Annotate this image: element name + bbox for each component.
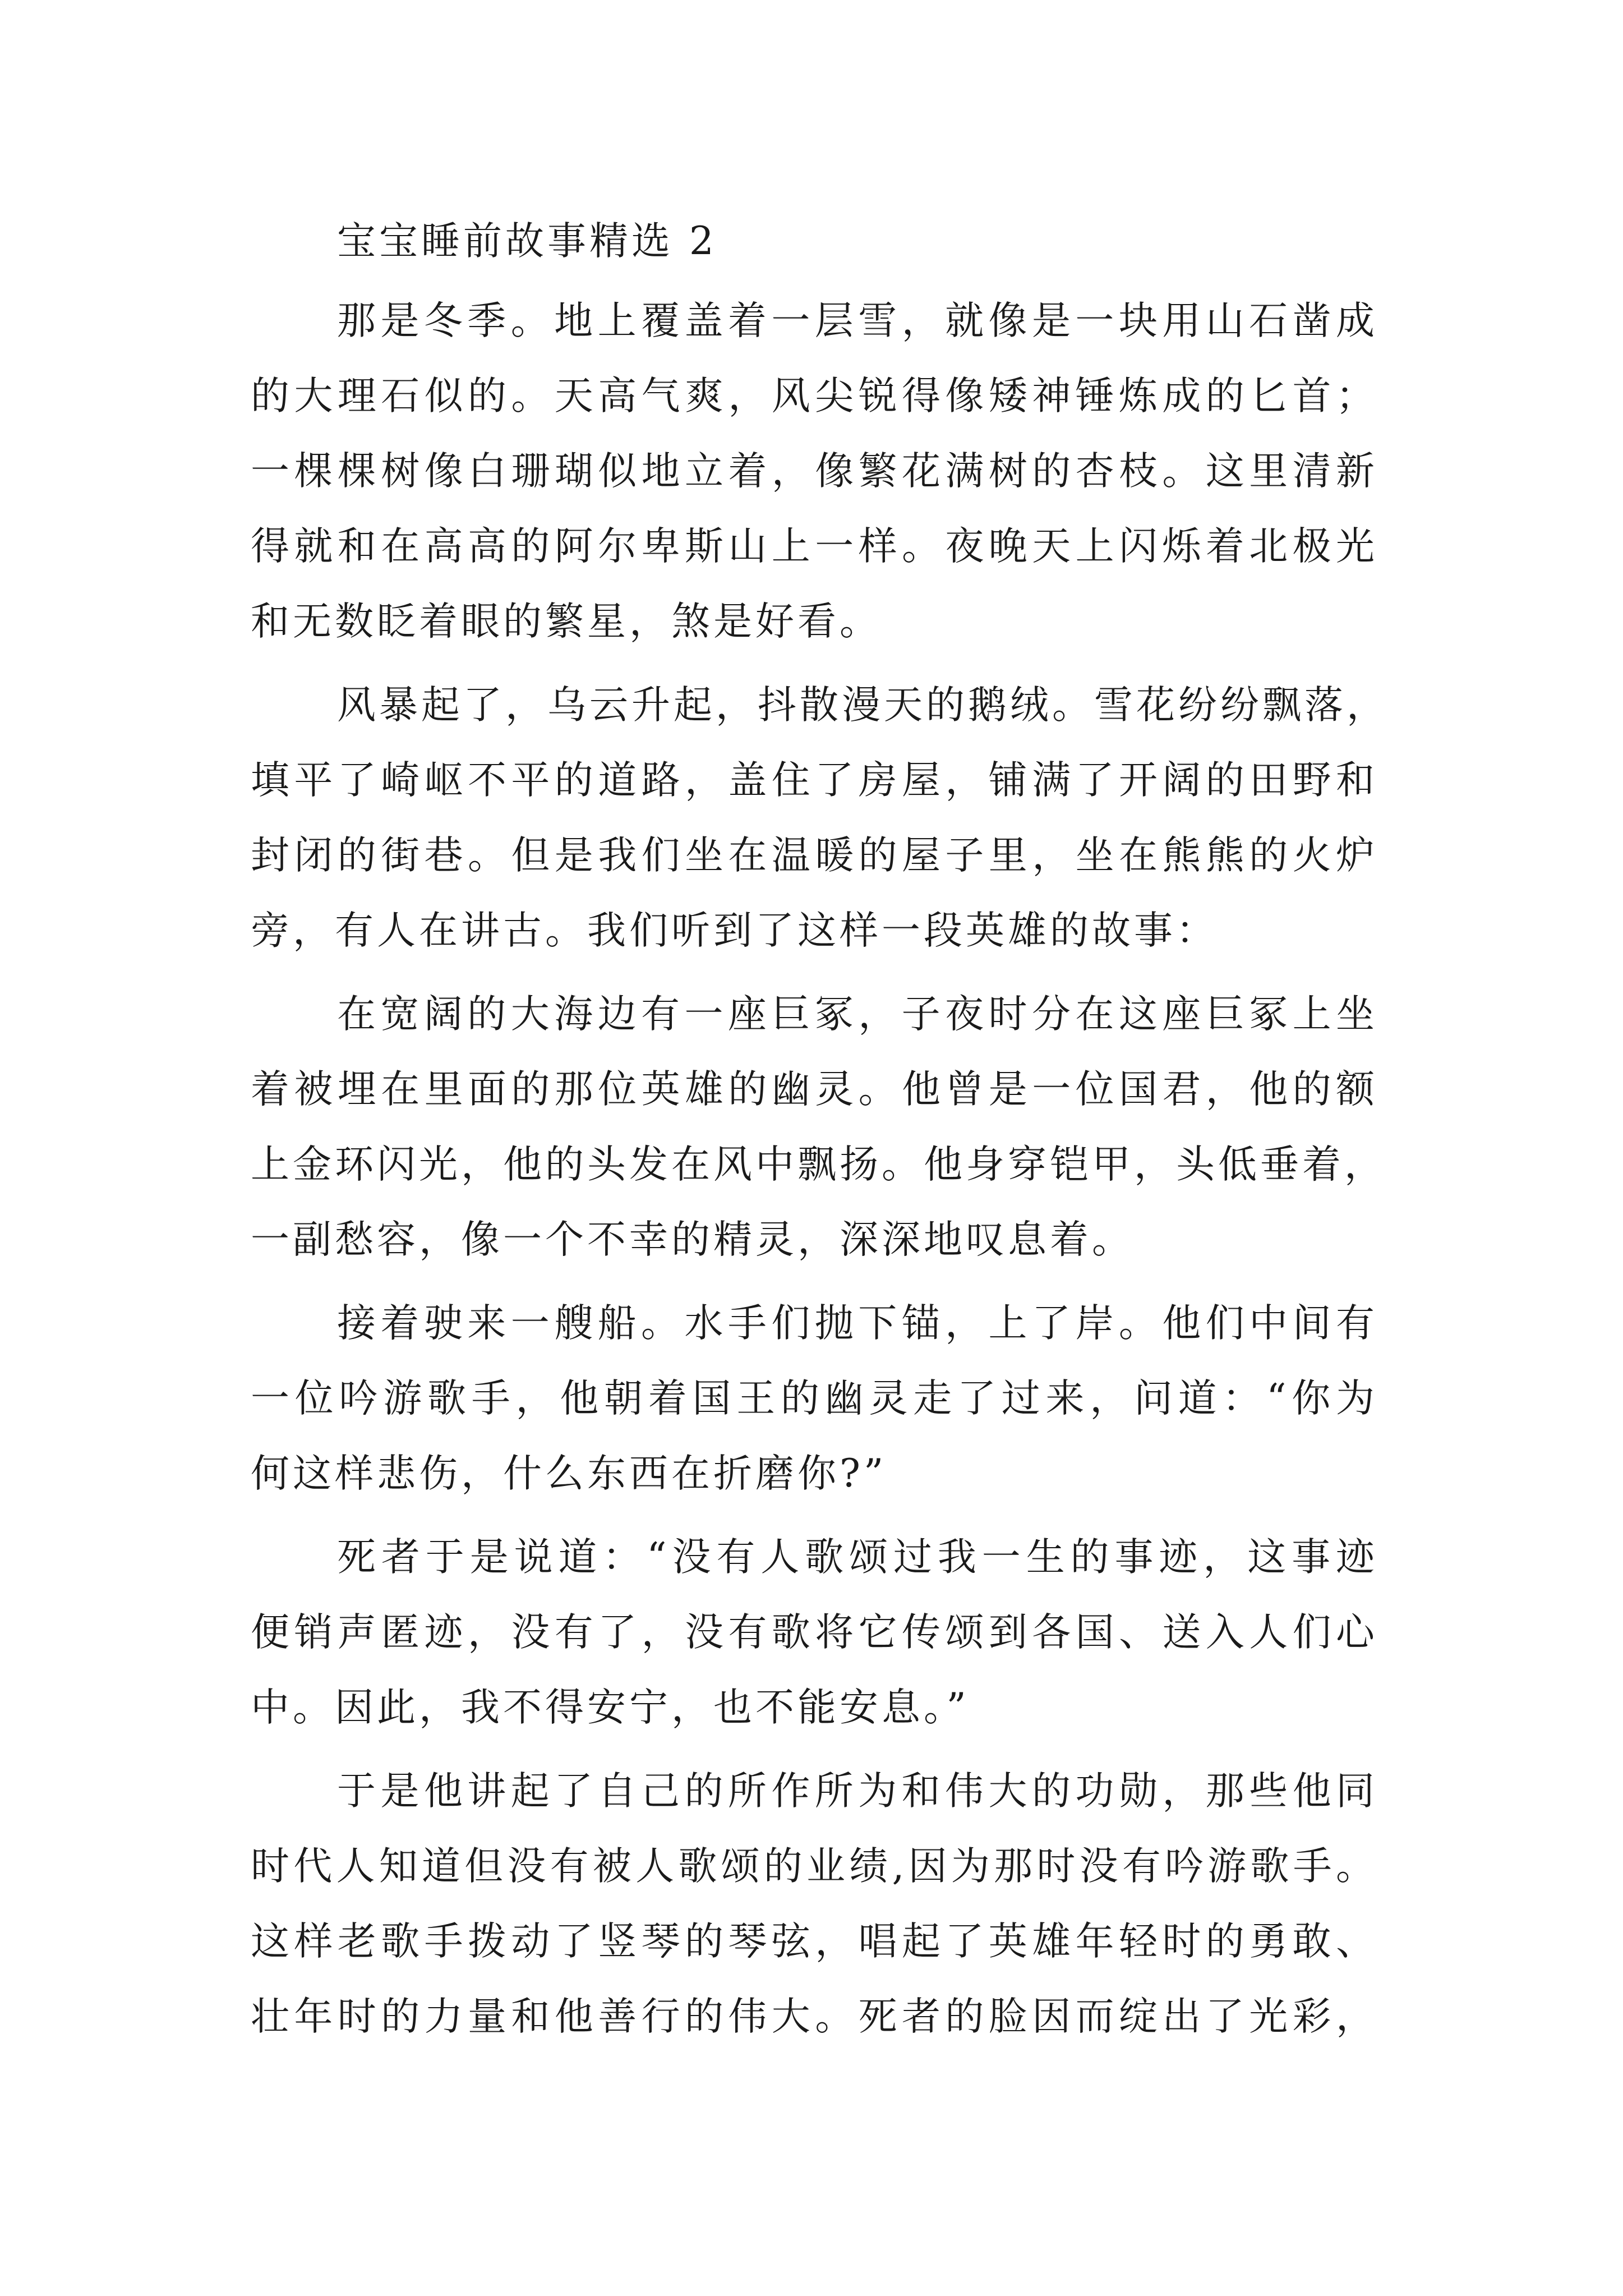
paragraph-6-line-4: 壮年时的力量和他善行的伟大。死者的脸因而绽出了光彩， bbox=[251, 1994, 1378, 2039]
paragraph-1-line-1: 那是冬季。地上覆盖着一层雪，就像是一块用山石凿成 bbox=[337, 298, 1378, 343]
paragraph-1-line-3: 一棵棵树像白珊瑚似地立着，像繁花满树的杏枝。这里清新 bbox=[251, 449, 1378, 494]
paragraph-1-line-2: 的大理石似的。天高气爽，风尖锐得像矮神锤炼成的匕首； bbox=[251, 374, 1378, 418]
paragraph-4-line-1: 接着驶来一艘船。水手们抛下锚，上了岸。他们中间有 bbox=[337, 1301, 1378, 1346]
paragraph-4-line-3: 何这样悲伤，什么东西在折磨你?” bbox=[251, 1451, 887, 1496]
paragraph-3-line-4: 一副愁容，像一个不幸的精灵，深深地叹息着。 bbox=[251, 1217, 1134, 1262]
paragraph-6-line-2: 时代人知道但没有被人歌颂的业绩,因为那时没有吟游歌手。 bbox=[251, 1844, 1378, 1889]
paragraph-2-line-3: 封闭的街巷。但是我们坐在温暖的屋子里，坐在熊熊的火炉 bbox=[251, 833, 1378, 878]
paragraph-4-line-2: 一位吟游歌手，他朝着国王的幽灵走了过来，问道：“你为 bbox=[251, 1376, 1378, 1421]
paragraph-3-line-3: 上金环闪光，他的头发在风中飘扬。他身穿铠甲，头低垂着， bbox=[251, 1142, 1386, 1187]
paragraph-5-line-1: 死者于是说道：“没有人歌颂过我一生的事迹，这事迹 bbox=[337, 1535, 1378, 1580]
paragraph-5-line-2: 便销声匿迹，没有了，没有歌将它传颂到各国、送入人们心 bbox=[251, 1610, 1378, 1655]
paragraph-1-line-4: 得就和在高高的阿尔卑斯山上一样。夜晚天上闪烁着北极光 bbox=[251, 524, 1378, 569]
paragraph-1-line-5: 和无数眨着眼的繁星，煞是好看。 bbox=[251, 599, 882, 644]
paragraph-6-line-1: 于是他讲起了自己的所作所为和伟大的功勋，那些他同 bbox=[337, 1769, 1378, 1814]
paragraph-2-line-4: 旁，有人在讲古。我们听到了这样一段英雄的故事： bbox=[251, 908, 1218, 953]
paragraph-6-line-3: 这样老歌手拨动了竖琴的琴弦，唱起了英雄年轻时的勇敢、 bbox=[251, 1919, 1378, 1964]
paragraph-2-line-1: 风暴起了，乌云升起，抖散漫天的鹅绒。雪花纷纷飘落， bbox=[337, 683, 1389, 728]
document-title: 宝宝睡前故事精选 2 bbox=[337, 219, 717, 264]
paragraph-5-line-3: 中。因此，我不得安宁，也不能安息。” bbox=[251, 1685, 970, 1730]
paragraph-3-line-1: 在宽阔的大海边有一座巨冢，子夜时分在这座巨冢上坐 bbox=[337, 992, 1378, 1037]
paragraph-2-line-2: 填平了崎岖不平的道路，盖住了房屋，铺满了开阔的田野和 bbox=[251, 758, 1378, 803]
paragraph-3-line-2: 着被埋在里面的那位英雄的幽灵。他曾是一位国君，他的额 bbox=[251, 1067, 1378, 1112]
